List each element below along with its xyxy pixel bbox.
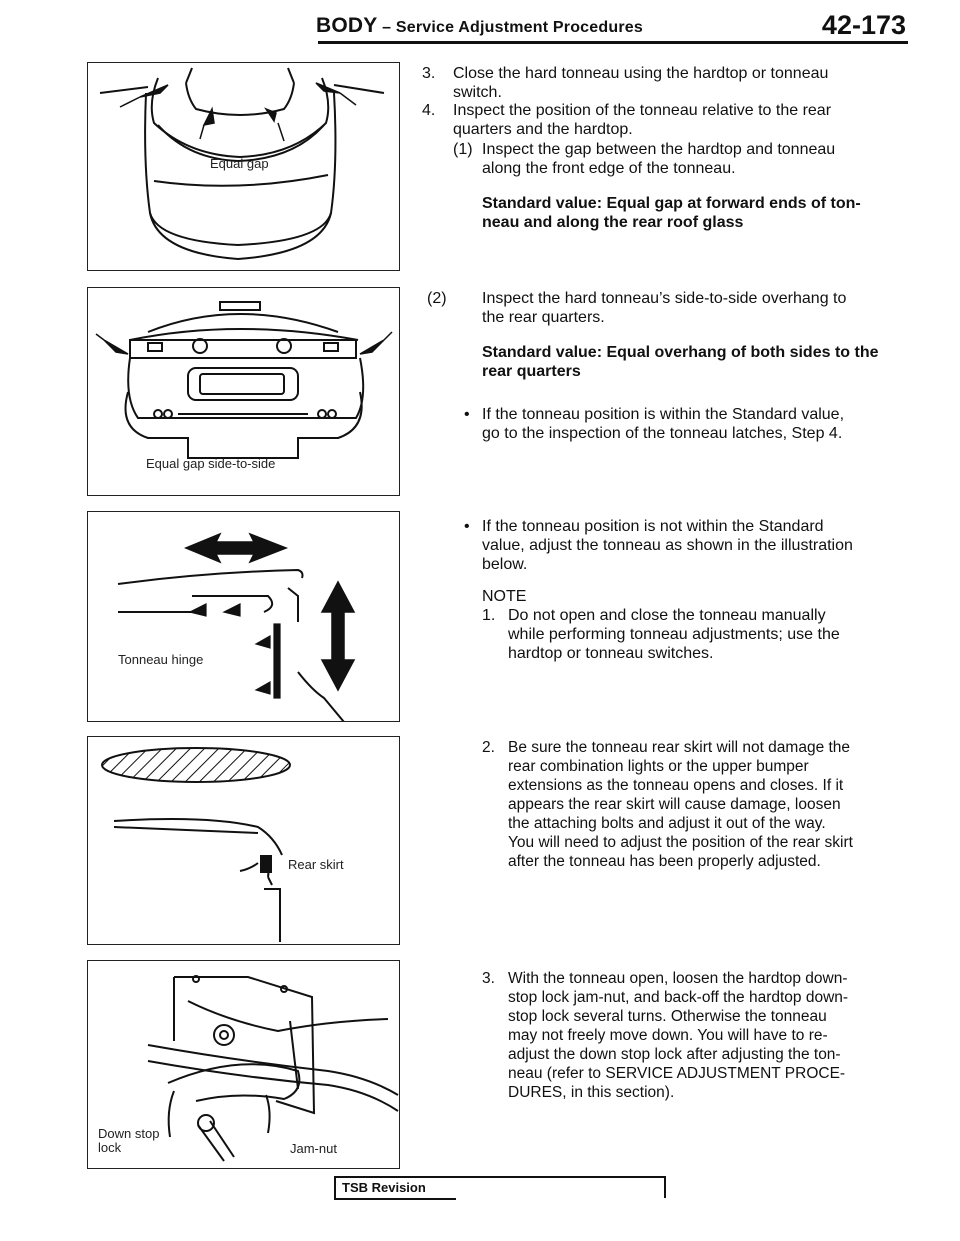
section-title [316,14,643,38]
step-4-2-body [482,289,912,327]
note-3-line6: neau (refer to SERVICE ADJUSTMENT PROCE- [508,1065,846,1082]
section-title-main: BODY [316,14,378,37]
standard-value-1-body [482,194,912,232]
step-4-2-number: (2) [427,290,447,307]
standard-value-1-label: Standard value [482,195,597,212]
note-heading: NOTE [482,588,527,605]
note-3-line5: adjust the down stop lock after adjusting the ton- [508,1046,841,1063]
caption-down-stop-line2: lock [98,1140,122,1155]
caption-jam-nut: Jam-nut [290,1141,337,1156]
step-3-line1: Close the hard tonneau using the hardtop or tonneau [453,65,829,82]
bullet-within-body [482,405,912,443]
standard-value-1-line2: neau and along the rear roof glass [482,214,744,231]
caption-rear-skirt: Rear skirt [288,857,344,872]
section-title-sub: – Service Adjustment Procedures [377,19,643,36]
caption-equal-gap: Equal gap [210,156,269,171]
bullet-within-line2: go to the inspection of the tonneau latches, Step 4. [482,425,843,442]
step-4-2-line2: the rear quarters. [482,309,605,326]
bullet-dot: • [464,518,470,535]
note-2-line7: after the tonneau has been properly adjusted. [508,853,821,870]
note-1-line3: hardtop or tonneau switches. [508,645,714,662]
figure-equal-gap [87,62,400,271]
bullet-not-within-line1: If the tonneau position is not within the Standard [482,518,824,535]
step-3-line2: switch. [453,84,502,101]
note-1-line1: Do not open and close the tonneau manually [508,607,826,624]
figure-side-to-side [87,287,400,496]
step-4-1-number: (1) [453,141,473,158]
header-rule [318,41,908,44]
note-3-line4: may not freely move down. You will have to re- [508,1027,828,1044]
note-3-line7: DURES, in this section). [508,1084,675,1101]
page-number: 42-173 [821,10,906,40]
figure-rear-skirt [87,736,400,945]
bullet-dot: • [464,406,470,423]
step-4-1-line2: along the front edge of the tonneau. [482,160,736,177]
note-3-line3: stop lock several turns. Otherwise the tonneau [508,1008,827,1025]
step-4-1-body [482,140,912,178]
note-3-number: 3. [482,970,495,987]
step-4-line1: Inspect the position of the tonneau relative to the rear [453,102,832,119]
note-1-number: 1. [482,607,496,624]
bullet-not-within-body [482,517,912,574]
step-3-body [453,64,913,102]
note-2-line5: the attaching bolts and adjust it out of the way. [508,815,826,832]
note-2-line6: You will need to adjust the position of the rear skirt [508,834,853,851]
standard-value-2-line2: rear quarters [482,363,581,380]
tonneau-hinge-illustration [88,512,399,721]
note-3-line2: stop lock jam-nut, and back-off the hardtop down- [508,989,849,1006]
standard-value-2-label: Standard value [482,344,597,361]
note-2-line1: Be sure the tonneau rear skirt will not damage the [508,739,851,756]
note-1-line2: while performing tonneau adjustments; use the [508,626,840,643]
caption-down-stop [98,1127,159,1155]
bullet-within-line1: If the tonneau position is within the Standard value, [482,406,845,423]
page-footer [334,1176,666,1198]
step-3-number: 3. [422,65,436,82]
caption-tonneau-hinge: Tonneau hinge [118,652,204,667]
figure-tonneau-hinge [87,511,400,722]
step-4-number: 4. [422,102,436,119]
figure-down-stop-lock [87,960,400,1169]
bullet-not-within-line3: below. [482,556,528,573]
tsb-revision-label: TSB Revision [334,1176,456,1200]
note-2-line3: extensions as the tonneau opens and closes. If it [508,777,844,794]
step-4-line2: quarters and the hardtop. [453,121,633,138]
standard-value-2-body [482,343,912,381]
caption-equal-gap-side: Equal gap side-to-side [146,456,276,471]
step-4-1-line1: Inspect the gap between the hardtop and tonneau [482,141,836,158]
note-2-line2: rear combination lights or the upper bumper [508,758,809,775]
note-3-body [508,969,912,1102]
note-2-line4: appears the rear skirt will cause damage, loosen [508,796,841,813]
caption-down-stop-line1: Down stop [98,1126,160,1141]
note-2-body [508,738,912,871]
standard-value-2-line1 [482,343,912,362]
step-4-2-line1: Inspect the hard tonneau’s side-to-side overhang to [482,290,847,307]
standard-value-1-text: : Equal gap at forward ends of ton- [596,195,861,212]
standard-value-2-text: : Equal overhang of both sides to the [596,344,879,361]
rear-skirt-illustration [88,737,399,944]
step-4-body [453,101,913,139]
note-1-body [508,606,912,663]
note-2-number: 2. [482,739,495,756]
note-3-line1: With the tonneau open, loosen the hardtop down- [508,970,848,987]
standard-value-1-line1 [482,194,912,213]
bullet-not-within-line2: value, adjust the tonneau as shown in the illustration [482,537,853,554]
